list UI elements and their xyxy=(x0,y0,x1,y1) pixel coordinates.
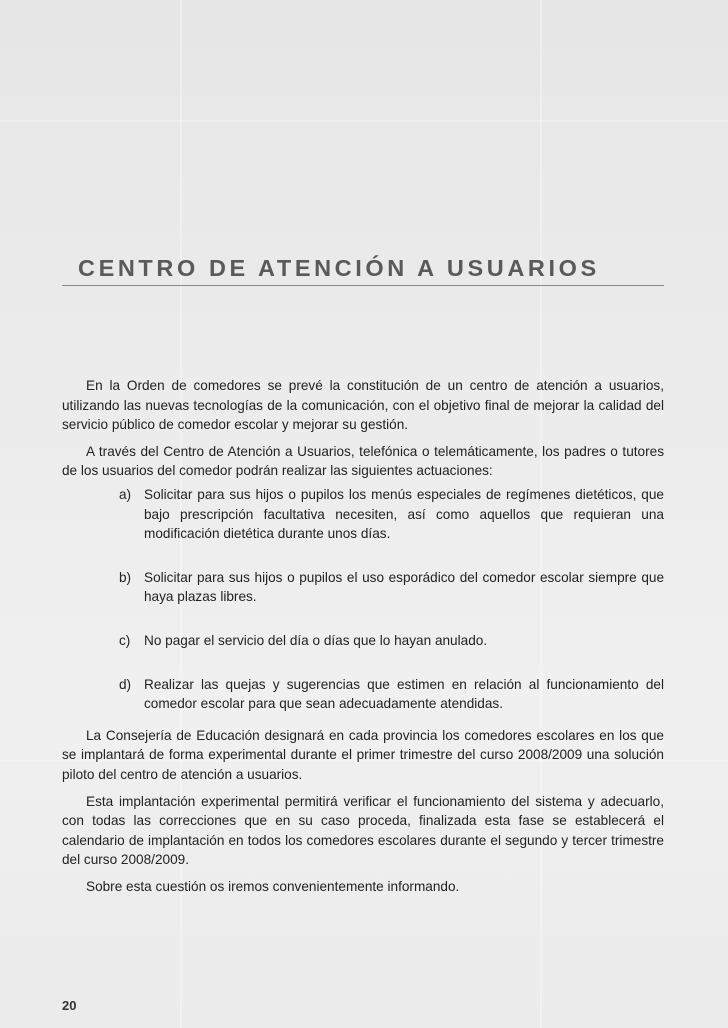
list-marker: d) xyxy=(119,676,132,692)
list-item xyxy=(62,485,664,544)
list-item xyxy=(62,675,664,714)
paragraph: A través del Centro de Atención a Usuarios, telefónica o telemáticamente, los padres o tutores de los usuarios del comedor podrán realizar las siguientes actuaciones: xyxy=(62,443,664,479)
paragraph: La Consejería de Educación designará en cada provincia los comedores escolares en los que se implantará de forma experimental durante el primer trimestre del curso 2008/2009 una solución piloto del centro de atención a usuarios. xyxy=(62,727,664,782)
actions-list xyxy=(62,485,664,714)
list-item-text: No pagar el servicio del día o días que lo hayan anulado. xyxy=(144,632,488,648)
body-text xyxy=(62,376,664,903)
paragraph: Esta implantación experimental permitirá verificar el funcionamiento del sistema y adecuarlo, con todas las correcciones que en su caso proceda, finalizada esta fase se establecerá el calendario de implantación en todos los comedores escolares durante el segundo y tercer trimestre del curso 2008/2009. xyxy=(62,793,664,868)
page-number: 20 xyxy=(62,998,77,1013)
title-underline xyxy=(62,285,664,286)
list-item-text: Realizar las quejas y sugerencias que estimen en relación al funcionamiento del comedor escolar para que sean adecuadamente atendidas. xyxy=(144,676,664,712)
list-item xyxy=(62,568,664,607)
paper-fold-line xyxy=(0,120,728,122)
list-marker: c) xyxy=(119,632,131,648)
list-item-text: Solicitar para sus hijos o pupilos el uso esporádico del comedor escolar siempre que haya plazas libres. xyxy=(144,569,664,605)
list-item xyxy=(62,631,664,651)
list-item-text: Solicitar para sus hijos o pupilos los menús especiales de regímenes dietéticos, que bajo prescripción facultativa necesiten, así como aquellos que requieran una modificación dietética durante unos días. xyxy=(144,486,664,542)
list-marker: b) xyxy=(119,569,132,585)
paragraph: En la Orden de comedores se prevé la constitución de un centro de atención a usuarios, utilizando las nuevas tecnologías de la comunicación, con el objetivo final de mejorar la calidad del servicio público de comedor escolar y mejorar su gestión. xyxy=(62,378,664,433)
paragraph: Sobre esta cuestión os iremos convenientemente informando. xyxy=(86,878,460,894)
page-title: CENTRO DE ATENCIÓN A USUARIOS xyxy=(78,255,600,281)
list-marker: a) xyxy=(119,486,132,502)
